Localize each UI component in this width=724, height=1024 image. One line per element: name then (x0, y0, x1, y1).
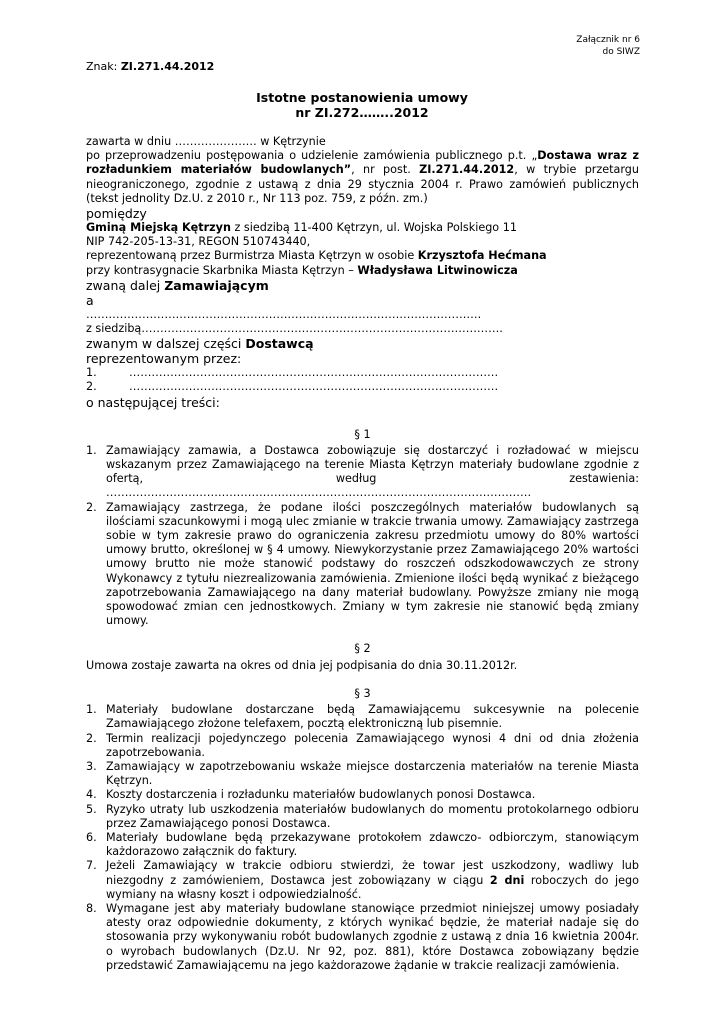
document-title (86, 90, 638, 120)
item-text: Zamawiający w zapotrzebowaniu wskaże miejsce dostarczenia materiałów na terenie Miasta Kętrzyn. (106, 759, 639, 788)
section-1-list (86, 444, 639, 629)
item-7-text-a: Jeżeli Zamawiający w trakcie odbioru stwierdzi, że towar jest uszkodzony, wadliwy lub niezgodny z zamówieniem, Dostawca jest zobowiązany w ciągu (106, 859, 639, 887)
supplier-dots-line: ……………………………………………………………………………………………. (86, 307, 482, 321)
item-text: Ryzyko utraty lub uszkodzenia materiałów budowlanych do momentu protokolarnego odbioru przez Zamawiającego ponosi Dostawca. (106, 802, 639, 830)
item-number: 5. (86, 802, 97, 816)
list-item (86, 732, 639, 760)
party-dostawca: Dostawcą (245, 336, 314, 352)
item-number: 6. (86, 830, 97, 844)
attachment-note (576, 34, 640, 58)
item-number: 1. (86, 443, 97, 457)
party-zamawiajacy: Zamawiającym (164, 277, 269, 293)
item-number: 3. (86, 759, 97, 773)
item-text: Koszty dostarczenia i rozładunku materiałów budowlanych ponosi Dostawca. (106, 788, 536, 802)
list-item (86, 902, 639, 973)
procedure-reference: ZI.271.44.2012 (419, 163, 515, 177)
section-3-heading: § 3 (354, 686, 371, 700)
document-body (86, 135, 639, 973)
item-text: Wymagane jest aby materiały budowlane stanowiące przedmiot niniejszej umowy posiadały atesty oraz odpowiednie dokumenty, z których wynikać będzie, że materiał nadaje się do stosowania przy wykonywaniu robót budowlanych zgodnie z ustawą z dnia 16 kwietnia 2004r. o wyrobach budowlanych (Dz.U. Nr 92, poz. 881), które Dostawca zobowiązany będzie przedstawić Zamawiającemu na jego każdorazowe żądanie w trakcie realizacji zamówienia. (106, 901, 639, 972)
title-line-1: Istotne postanowienia umowy (256, 90, 468, 105)
treasurer-name: Władysława Litwinowicza (357, 263, 518, 277)
item-7-text-b: roboczych do jego wymiany na własny koszt i odpowiedzialność. (106, 873, 639, 901)
and-line: a (86, 292, 94, 308)
item-number: 7. (86, 859, 97, 873)
item-text: Materiały budowlane będą przekazywane protokołem zdawczo- odbiorczym, stanowiącym każdorazowo załącznik do faktury. (106, 830, 639, 859)
item-number: 8. (86, 901, 97, 915)
section-1-heading: § 1 (354, 427, 371, 441)
znak-label: Znak: (86, 60, 118, 73)
list-item (86, 703, 639, 731)
nip-line: NIP 742-205-13-31, REGON 510743440, (86, 235, 311, 249)
list-item (86, 803, 639, 831)
item-number: 4. (86, 788, 97, 802)
rep-1-dots: ……………………………………………………………………………………… (129, 366, 499, 380)
supplier-text: zwanym w dalszej części (86, 336, 246, 352)
represented-text: reprezentowaną przez Burmistrza Miasta Kętrzyn w osobie (86, 249, 418, 263)
item-text (106, 859, 639, 902)
called-text: zwaną dalej (86, 277, 165, 293)
list-item (86, 444, 639, 501)
section-2-heading: § 2 (354, 642, 371, 656)
procedure-text-c: , w trybie przetargu nieograniczonego, zgodnie z ustawą z dnia 29 stycznia 2004 r. Prawo zamówień publicznych (tekst jednolity Dz.U. z 2010 r., Nr 113 poz. 759, z późn. zm.) (86, 163, 639, 205)
procedure-paragraph (86, 149, 639, 206)
gmina-line (86, 221, 639, 235)
represented-by-line: reprezentowanym przez: (86, 351, 242, 367)
item-number: 2. (86, 500, 97, 514)
between-line: pomiędzy (86, 206, 147, 222)
gmina-name: Gminą Miejską Kętrzyn (86, 221, 231, 235)
content-line: o następującej treści: (86, 394, 220, 410)
countersign-text: przy kontrasygnacie Skarbnika Miasta Kętrzyn – (86, 263, 358, 277)
znak-value: ZI.271.44.2012 (120, 60, 215, 73)
countersign-line (86, 264, 639, 278)
item-number: 2. (86, 731, 97, 745)
item-text: Termin realizacji pojedynczego polecenia Zamawiającego wynosi 4 dni od dnia złożenia zapotrzebowania. (106, 731, 639, 759)
procedure-title: Dostawa wraz z rozładunkiem materiałów budowlanych” (86, 149, 639, 177)
item-text: Zamawiający zamawia, a Dostawca zobowiązuje się dostarczyć i rozładować w miejscu wskazanym przez Zamawiającego na terenie Miasta Kętrzyn materiały budowlane zgodnie z ofertą, według zestawienia: …………………………………………………………………………………………………… (106, 443, 639, 500)
supplier-line (86, 336, 639, 351)
called-line (86, 278, 639, 293)
list-item (86, 760, 639, 788)
item-number: 1. (86, 703, 97, 717)
list-item (86, 831, 639, 859)
item-text: Materiały budowlane dostarczane będą Zamawiającemu sukcesywnie na polecenie Zamawiającego złożone telefaxem, pocztą elektroniczną lub pisemnie. (106, 703, 639, 731)
rep-2-dots: ……………………………………………………………………………………… (129, 380, 499, 394)
mayor-name: Krzysztofa Hećmana (417, 249, 547, 263)
attachment-line-2: do SIWZ (602, 47, 640, 57)
section-3-list (86, 703, 639, 973)
procedure-text-a: po przeprowadzeniu postępowania o udzielenie zamówienia publicznego p.t. „ (86, 149, 538, 163)
rep-2-number: 2. (86, 380, 97, 394)
represented-line (86, 249, 639, 263)
list-item (86, 501, 639, 629)
section-2-text: Umowa zostaje zawarta na okres od dnia jej podpisania do dnia 30.11.2012r. (86, 658, 518, 672)
representative-1 (86, 366, 639, 380)
rep-1-number: 1. (86, 366, 97, 380)
seat-line: z siedzibą……………………………………………………………………………………. (86, 322, 503, 336)
item-7-deadline: 2 dni (489, 873, 525, 887)
item-text: Zamawiający zastrzega, że podane ilości poszczególnych materiałów budowlanych są ilościami szacunkowymi i mogą ulec zmianie w trakcie trwania umowy. Zamawiający zastrzega sobie w tym zakresie prawo do ograniczenia zakresu przedmiotu umowy do 80% wartości umowy brutto, określonej w § 4 umowy. Niewykorzystanie przez Zamawiającego 20% wartości umowy brutto nie może stanowić podstawy do roszczeń odszkodowawczych ze strony Wykonawcy z tytułu niezrealizowania zamówienia. Zmienione ilości będą wynikać z bieżącego zapotrzebowania Zamawiającego na dany materiał budowlany. Powyższe zmiany nie mogą spowodować zmian cen jednostkowych. Zmiany w tym zakresie nie stanowić będą zmiany umowy. (106, 500, 639, 628)
representative-2 (86, 380, 639, 394)
reference-sign (86, 60, 214, 73)
list-item (86, 859, 639, 902)
concluded-line: zawarta w dniu …………………. w Kętrzynie (86, 135, 326, 148)
attachment-line-1: Załącznik nr 6 (576, 35, 640, 45)
title-line-2: nr ZI.272……..2012 (295, 105, 429, 120)
gmina-address: z siedzibą 11-400 Kętrzyn, ul. Wojska Polskiego 11 (230, 221, 517, 235)
procedure-text-b: , nr post. (351, 163, 420, 177)
list-item (86, 788, 639, 802)
